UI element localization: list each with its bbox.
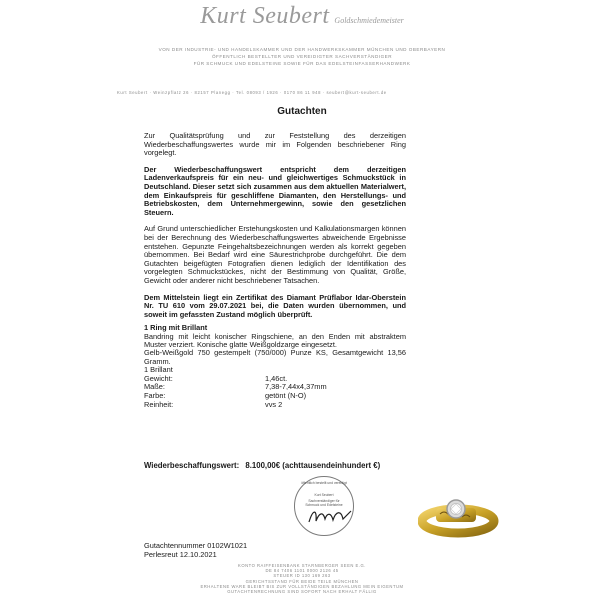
signature-scribble [307, 507, 353, 527]
spec-value: 7,38-7,44x4,37mm [265, 382, 327, 392]
spec-key: Gewicht: [144, 373, 173, 383]
letterhead-logo [103, 3, 501, 29]
spec-key: Maße: [144, 382, 165, 392]
item-desc-2: Gelb-Weißgold 750 gestempelt (750/000) Punze KS, Gesamtgewicht 13,56 Gramm. [144, 348, 406, 366]
credential-line: ÖFFENTLICH BESTELLTER UND VEREIDIGTER SACHVERSTÄNDIGER [211, 54, 393, 60]
spec-key: Reinheit: [144, 399, 174, 409]
expert-report-page [103, 3, 501, 595]
spec-value: 1,46ct. [265, 373, 288, 383]
report-place-date: Perlesreut 12.10.2021 [144, 550, 217, 559]
report-number: Gutachtennummer 0102W1021 [144, 541, 248, 550]
credential-line: VON DER INDUSTRIE- UND HANDELSKAMMER UND DER HANDWERKSKAMMER MÜNCHEN UND OBERBAYERN [158, 47, 446, 52]
paragraph-certificate: Dem Mittelstein liegt ein Zertifikat des Diamant Prüflabor Idar-Oberstein Nr. TU 610 vom 29.07.2021 bei, die Daten wurden übernommen, und soweit im gefassten Zustand möglich überprüft. [144, 292, 406, 319]
paragraph-disclaimer: Auf Grund unterschiedlicher Erstehungskosten und Kalkulationsmargen können bei der Berechnung des Wiederbeschaffungswertes abweichende Ergebnisse entstehen. Gepunzte Feingehaltsbezeichnungen werden als korrekt gegeben übernommen. Bei Bedarf wird eine Säurestrichprobe durchgeführt. Die dem Gutachten beigefügten Fotografien dienen lediglich der Identifikation des vorgelegten Schmuckstückes, nicht der Bestimmung von Qualität, Größe, Gewicht oder anderer nicht beschriebener Tatsachen. [144, 224, 406, 285]
intro-section [144, 132, 406, 327]
seal-name: Kurt Seubert [314, 493, 334, 497]
letterhead-credentials [103, 46, 501, 68]
replacement-value-label: Wiederbeschaffungswert: [144, 461, 240, 470]
paragraph-purpose: Zur Qualitätsprüfung und zur Feststellung des derzeitigen Wiederbeschaffungswertes wurde mir im Folgenden beschriebener Ring vorgelegt. [144, 131, 406, 158]
item-heading: 1 Ring mit Brillant [144, 323, 208, 332]
bank-line: GERICHTSSTAND FÜR BEIDE TEILE MÜNCHEN [245, 578, 359, 584]
ring-image [418, 481, 500, 543]
spec-value: vvs 2 [265, 399, 283, 409]
seal-title: Sachverständiger für Schmuck und Edelsteine [305, 499, 343, 507]
handwritten-signature [307, 507, 353, 528]
stone-count: 1 Brillant [144, 365, 173, 375]
replacement-value-amount: 8.100,00€ (achttausendeinhundert €) [245, 461, 381, 470]
item-specs [144, 349, 406, 409]
bank-line: ERHALTENE WARE BLEIBT BIS ZUR VOLLSTÄNDIGEN BEZAHLUNG MEIN EIGENTUM [200, 583, 404, 589]
ring-photo [418, 481, 500, 543]
document-title: Gutachten [277, 106, 327, 117]
spec-row [144, 401, 406, 410]
item-description [144, 324, 406, 350]
replacement-value [144, 462, 380, 471]
seal-ring-text: öffentlich bestellt und vereidigt [301, 481, 347, 485]
bank-line: KONTO RAIFFEISENBANK STARNBERGER SEEN E.G. [238, 563, 366, 568]
paragraph-value-definition: Der Wiederbeschaffungswert entspricht dem derzeitigen Ladenverkaufspreis für ein neu- und gleichwertiges Schmuckstück in Deutschland. Dieser setzt sich zusammen aus dem aktuellen Materialwert, dem Einkaufspreis für geschliffene Diamanten, den Herstellungs- und Betriebskosten, dem Unternehmergewinn, sowie den gesetzlichen Steuern. [144, 164, 406, 217]
item-desc-1: Bandring mit leicht konischer Ringschiene, an den Enden mit abstraktem Muster verziert. Konische glatte Weißgoldzarge eingesetzt. [144, 331, 406, 350]
bank-line: DE 84 7406 1101 0000 2126 45 [265, 568, 339, 574]
brand-name: Kurt Seubert [200, 3, 330, 29]
credential-line: FÜR SCHMUCK UND EDELSTEINE SOWIE FÜR DAS EDELSTEINFASSERHANDWERK [193, 61, 411, 67]
spec-value: getönt (N-O) [265, 390, 307, 400]
brand-suffix: Goldschmiedemeister [334, 16, 404, 25]
bank-line: GUTACHTENRECHNUNG SIND SOFORT NACH ERHALT FÄLLIG [227, 589, 377, 595]
bank-line: STEUER ID 130 169 263 [273, 573, 331, 579]
sender-address-line: Kurt Seubert · Weinzpflatz 26 · 82157 Planegg · Tel. 08093 / 1926 · 0170 86 11 948 · seubert@kurt-seubert.de [117, 90, 387, 95]
spec-key: Farbe: [144, 390, 166, 400]
bank-footer [103, 563, 501, 594]
report-meta [144, 541, 247, 559]
